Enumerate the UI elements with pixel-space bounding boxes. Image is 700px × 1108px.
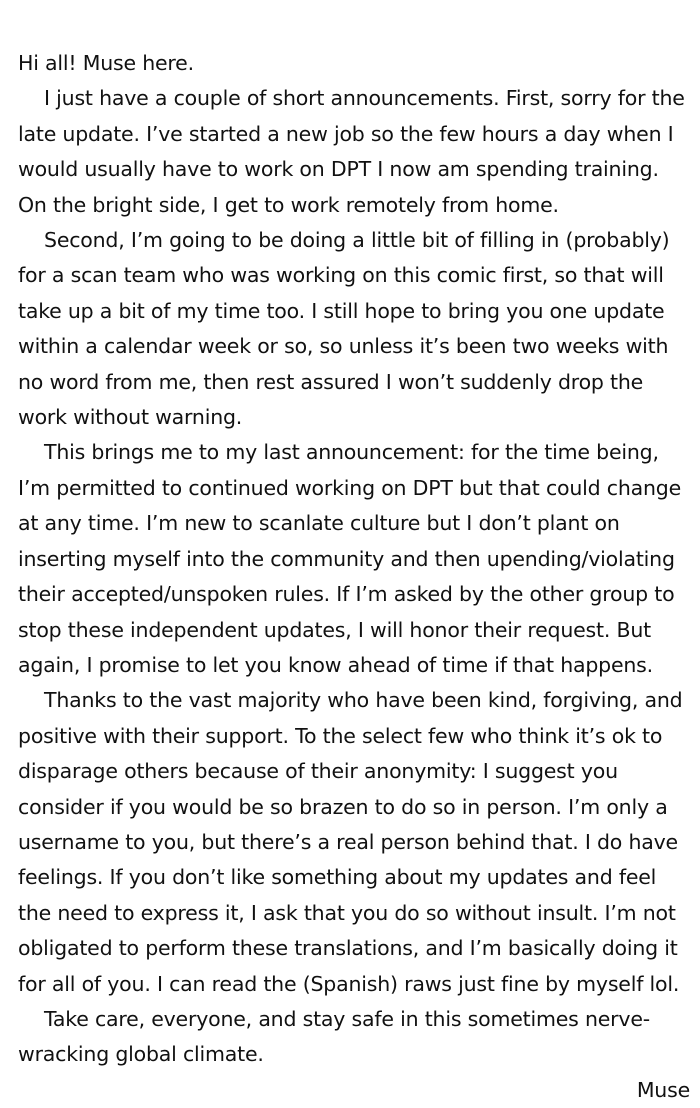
paragraph-late-update: I just have a couple of short announcements. First, sorry for the late update. I’ve started a new job so the few hours a day when I would usually have to work on DPT I now am spending training. On the bright side, I get to work remotely from home. (18, 86, 685, 217)
paragraph-thanks: Thanks to the vast majority who have been kind, forgiving, and positive with their support. To the select few who think it’s ok to disparage others because of their anonymity: I suggest you consider if you would be so brazen to do so in person. I’m only a username to you, but there’s a real person behind that. I do have feelings. If you don’t like something about my updates and feel the need to express it, I ask that you do so without insult. I’m not obligated to perform these translations, and I’m basically doing it for all of you. I can read the (Spanish) raws just fine by myself lol. (18, 688, 683, 996)
paragraph-last-announcement: This brings me to my last announcement: for the time being, I’m permitted to continued working on DPT but that could change at any time. I’m new to scanlate culture but I don’t plant on inserting myself into the community and then upending/violating their accepted/unspoken rules. If I’m asked by the other group to stop these independent updates, I will honor their request. But again, I promise to let you know ahead of time if that happens. (18, 440, 682, 677)
signature: Muse (636, 1077, 690, 1102)
paragraph-take-care: Take care, everyone, and stay safe in this sometimes nerve-wracking global climate. (18, 1006, 650, 1067)
greeting: Hi all! Muse here. (18, 51, 194, 75)
letter-body (18, 46, 690, 1108)
paragraph-scan-team: Second, I’m going to be doing a little bit of filling in (probably) for a scan team who was working on this comic first, so that will take up a bit of my time too. I still hope to bring you one update within a calendar week or so, so unless it’s been two weeks with no word from me, then rest assured I won’t suddenly drop the work without warning. (18, 228, 670, 430)
